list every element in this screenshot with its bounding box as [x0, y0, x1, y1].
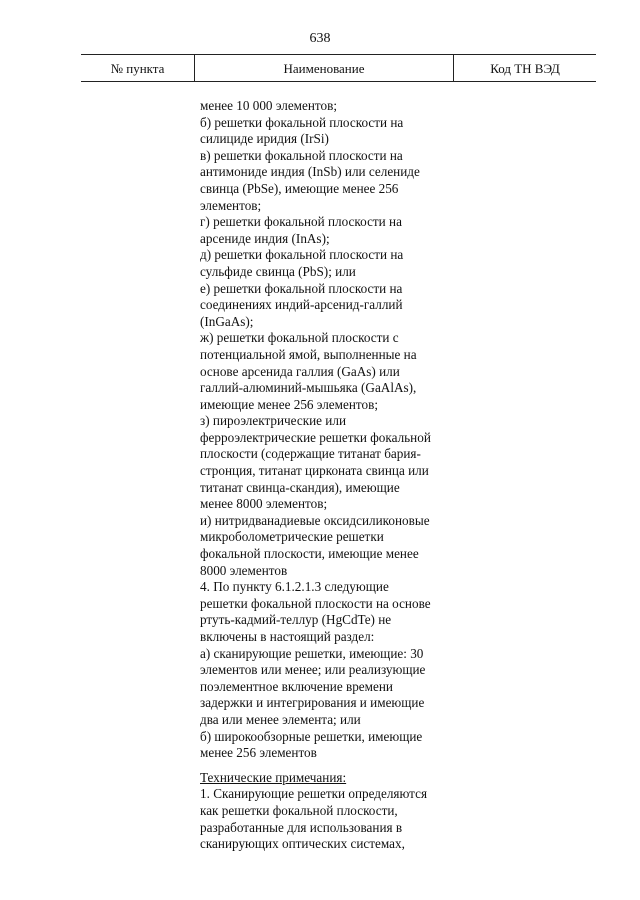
text-line: г) решетки фокальной плоскости на	[200, 214, 402, 230]
text-line: сканирующих оптических системах,	[200, 836, 405, 852]
text-line: антимониде индия (InSb) или селениде	[200, 164, 420, 180]
table-header	[81, 54, 596, 82]
text-line: в) решетки фокальной плоскости на	[200, 147, 403, 163]
text-line: силициде иридия (IrSi)	[200, 131, 329, 147]
text-line: 1. Сканирующие решетки определяются	[200, 786, 428, 802]
text-line: д) решетки фокальной плоскости на	[200, 247, 404, 263]
technical-notes-text	[200, 786, 462, 852]
text-line: а) сканирующие решетки, имеющие: 30	[200, 645, 424, 661]
text-line: плоскости (содержащие титанат бария-	[200, 446, 421, 462]
text-line: основе арсенида галлия (GaAs) или	[200, 363, 400, 379]
text-line: 4. По пункту 6.1.2.1.3 следующие	[200, 579, 389, 595]
text-line: сульфиде свинца (PbS); или	[200, 263, 356, 279]
text-line: е) решетки фокальной плоскости на	[200, 280, 403, 296]
text-line: включены в настоящий раздел:	[200, 629, 375, 644]
text-line: и) нитридванадиевые оксидсиликоновые	[200, 512, 430, 528]
text-line: з) пироэлектрические или	[200, 413, 347, 429]
text-line: титанат свинца-скандия), имеющие	[200, 479, 400, 495]
text-line: элементов;	[200, 197, 262, 213]
text-line: свинца (PbSe), имеющие менее 256	[200, 180, 399, 196]
text-line: имеющие менее 256 элементов;	[200, 396, 378, 412]
text-line: ж) решетки фокальной плоскости с	[200, 330, 399, 346]
text-line: б) широкообзорные решетки, имеющие	[200, 728, 423, 744]
text-line: задержки и интегрирования и имеющие	[200, 695, 425, 711]
text-line: фокальной плоскости, имеющие менее	[200, 546, 419, 562]
body-text	[200, 98, 462, 762]
text-line: два или менее элемента; или	[200, 711, 361, 727]
text-line: арсениде индия (InAs);	[200, 230, 330, 246]
text-line: соединениях индий-арсенид-галлий	[200, 297, 403, 313]
name-column-text	[200, 98, 462, 853]
text-line: как решетки фокальной плоскости,	[200, 802, 398, 818]
text-line: стронция, титанат цирконата свинца или	[200, 463, 429, 479]
header-col-number: № пункта	[81, 55, 195, 81]
text-line: потенциальной ямой, выполненные на	[200, 346, 417, 362]
text-line: ртуть-кадмий-теллур (HgCdTe) не	[200, 612, 392, 628]
text-line: микроболометрические решетки	[200, 529, 384, 545]
text-line: разработанные для использования в	[200, 819, 403, 835]
text-line: менее 256 элементов	[200, 745, 317, 761]
text-line: 8000 элементов	[200, 562, 288, 578]
text-line: менее 10 000 элементов;	[200, 98, 338, 113]
header-col-name: Наименование	[195, 55, 454, 81]
text-line: галлий-алюминий-мышьяка (GaAlAs),	[200, 380, 417, 396]
text-line: поэлементное включение времени	[200, 678, 393, 694]
text-line: решетки фокальной плоскости на основе	[200, 595, 431, 611]
text-line: ферроэлектрические решетки фокальной	[200, 429, 431, 445]
page-number: 638	[309, 31, 331, 46]
header-col-code: Код ТН ВЭД	[490, 60, 560, 76]
text-line: (InGaAs);	[200, 313, 254, 329]
text-line: менее 8000 элементов;	[200, 496, 328, 512]
technical-notes-title: Технические примечания:	[200, 769, 347, 785]
text-line: элементов или менее; или реализующие	[200, 662, 426, 678]
text-line: б) решетки фокальной плоскости на	[200, 114, 404, 130]
